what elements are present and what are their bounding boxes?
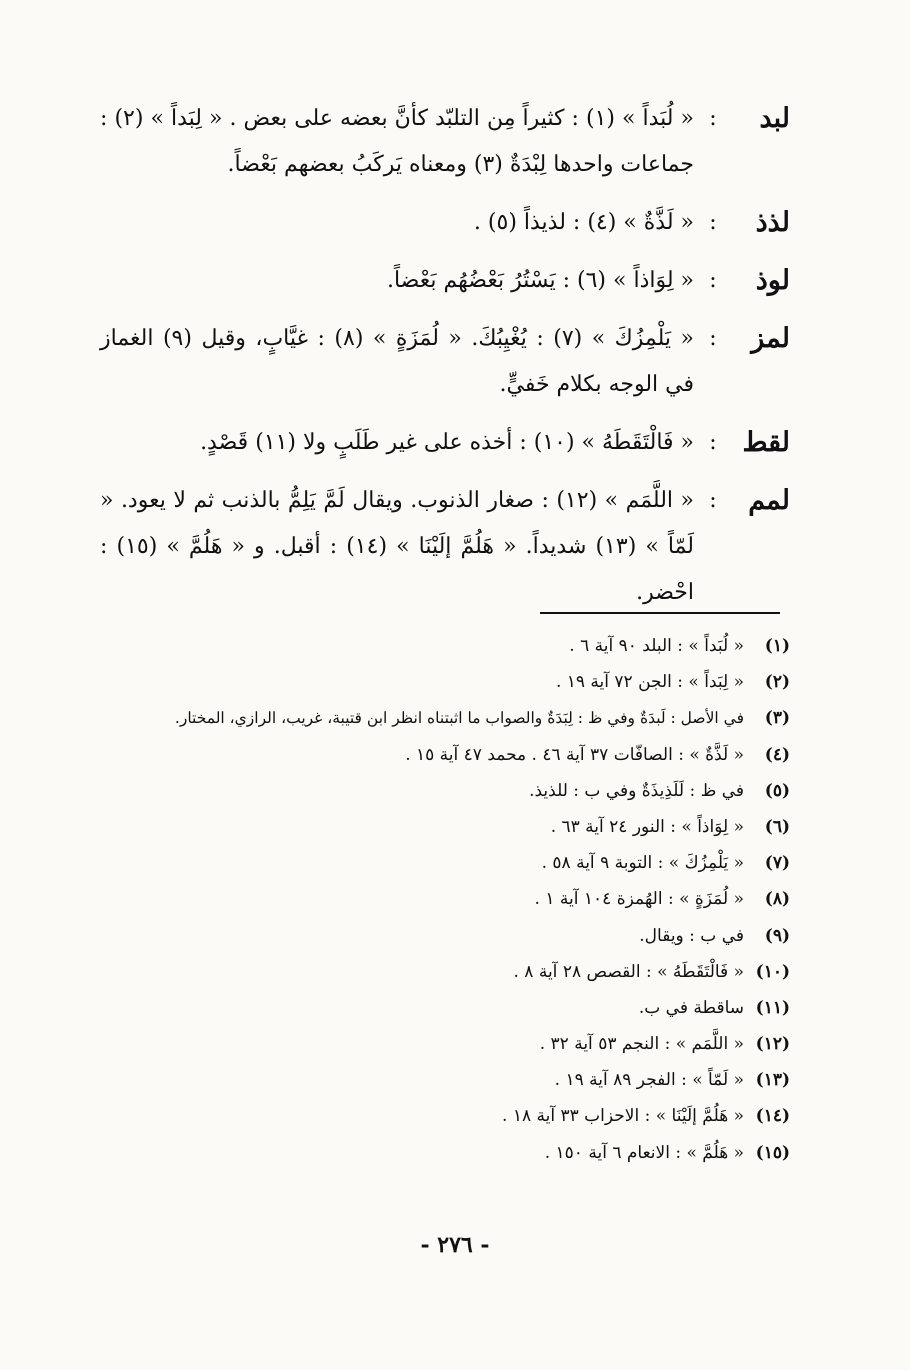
footnote-text: « لَمّاً » : الفجر ٨٩ آية ١٩ . bbox=[554, 1070, 744, 1091]
footnote-number: (٧) bbox=[764, 853, 790, 874]
footnote-item bbox=[110, 700, 790, 736]
footnote-text: « لَذَّةٌ » : الصافّات ٣٧ آية ٤٦ . محمد ٤٧ آية ١٥ . bbox=[405, 744, 744, 765]
footnote-number: (٩) bbox=[764, 925, 790, 946]
definition: « لَذَّةٌ » (٤) : لذيذاً (٥) . bbox=[473, 210, 694, 235]
definition: « لِوَاذاً » (٦) : يَسْتُرُ بَعْضُهُم بَعْضاً. bbox=[386, 268, 694, 293]
footnote-item bbox=[110, 628, 790, 664]
headword: لمز bbox=[751, 323, 790, 354]
footnote-number: (٥) bbox=[764, 780, 790, 801]
footnote-item bbox=[110, 990, 790, 1026]
dictionary-entries bbox=[100, 96, 790, 628]
footnote-text: « هَلُمَّ » : الانعام ٦ آية ١٥٠ . bbox=[544, 1142, 744, 1163]
footnote-item bbox=[110, 809, 790, 845]
footnote-number: (١) bbox=[764, 636, 790, 656]
footnote-number: (٣) bbox=[764, 708, 790, 729]
footnote-number: (١٣) bbox=[755, 1070, 790, 1091]
footnote-text: في ظ : لَلَذِيذَةٌ وفي ب : للذيذ. bbox=[529, 780, 744, 801]
headword: لبد bbox=[759, 103, 790, 134]
footnote-text: « اللَّمَم » : النجم ٥٣ آية ٣٢ . bbox=[539, 1034, 744, 1055]
definition: « اللَّمَم » (١٢) : صغار الذنوب. ويقال لَمَّ يَلِمُّ بالذنب ثم لا يعود. « لَمّاً » (١٣) شديداً. « هَلُمَّ إلَيْنَا » (١٤) : أقبل. و « هَلُمَّ » (١٥) : احْضر. bbox=[100, 488, 694, 605]
footnote-text: « هَلُمَّ إلَيْنَا » : الاحزاب ٣٣ آية ١٨ . bbox=[502, 1106, 744, 1127]
footnote-text: ساقطة في ب. bbox=[638, 997, 744, 1018]
footnote-text: « فَالْتَقَطَهُ » : القصص ٢٨ آية ٨ . bbox=[513, 961, 744, 982]
footnote-item bbox=[110, 1135, 790, 1171]
definition: « فَالْتَقَطَهُ » (١٠) : أخذه على غير طَلَبٍ ولا (١١) قَصْدٍ. bbox=[200, 430, 694, 455]
entry-lmz: لمز : « يَلْمِزُكَ » (٧) : يُغْيِبُكَ. « لُمَزَةٍ » (٨) : غيَّابٍ، وقيل (٩) الغماز في الوجه بكلام خَفيٍّ. bbox=[100, 316, 790, 408]
footnote-text: « يَلْمِزُكَ » : التوبة ٩ آية ٥٨ . bbox=[541, 853, 744, 874]
definition: « لُبَداً » (١) : كثيراً مِن التلبّد كأنَّ بعضه على بعض . « لِبَداً » (٢) : جماعات واحدها لِبْدَةٌ (٣) ومعناه يَركَبُ بعضهم بَعْضاً. bbox=[100, 106, 694, 177]
footnote-number: (٨) bbox=[764, 889, 790, 910]
headword: لمم bbox=[748, 485, 790, 516]
page-number: - ٢٧٦ - bbox=[420, 1232, 490, 1258]
headword: لذذ bbox=[755, 207, 790, 238]
footnote-text: « لُبَداً » : البلد ٩٠ آية ٦ . bbox=[569, 636, 744, 656]
footnote-item bbox=[110, 664, 790, 700]
entry-lmm: لمم : « اللَّمَم » (١٢) : صغار الذنوب. ويقال لَمَّ يَلِمُّ بالذنب ثم لا يعود. « لَمّاً » (١٣) شديداً. « هَلُمَّ إلَيْنَا » (١٤) : أقبل. و « هَلُمَّ » (١٥) : احْضر. bbox=[100, 478, 790, 616]
entry-lqt: لقط : « فَالْتَقَطَهُ » (١٠) : أخذه على غير طَلَبٍ ولا (١١) قَصْدٍ. bbox=[100, 420, 790, 466]
footnote-number: (٢) bbox=[764, 672, 790, 693]
footnote-number: (١٢) bbox=[755, 1034, 790, 1055]
footnote-text: في ب : ويقال. bbox=[639, 925, 744, 946]
footnote-text: في الأصل : لَبدَةٌ وفي ظ : لِبَدَةٌ والصواب ما اثبتناه انظر ابن قتيبة، غريب، الرازي، المختار. bbox=[174, 709, 744, 728]
headword: لقط bbox=[742, 427, 790, 458]
footnote-text: « لِبَداً » : الجن ٧٢ آية ١٩ . bbox=[555, 672, 744, 693]
footnote-number: (٦) bbox=[764, 816, 790, 837]
footnote-item bbox=[110, 737, 790, 773]
footnote-text: « لُمَزَةٍ » : الهُمزة ١٠٤ آية ١ . bbox=[534, 889, 744, 910]
footnote-number: (١٠) bbox=[755, 961, 790, 982]
entry-lwdh: لوذ : « لِوَاذاً » (٦) : يَسْتُرُ بَعْضُهُم بَعْضاً. bbox=[100, 258, 790, 304]
definition: « يَلْمِزُكَ » (٧) : يُغْيِبُكَ. « لُمَزَةٍ » (٨) : غيَّابٍ، وقيل (٩) الغماز في الوجه بكلام خَفيٍّ. bbox=[100, 326, 694, 397]
footnote-number: (١٤) bbox=[755, 1106, 790, 1127]
footnote-number: (١٥) bbox=[755, 1142, 790, 1163]
footnote-item bbox=[110, 954, 790, 990]
entry-lbd: لبد : « لُبَداً » (١) : كثيراً مِن التلبّد كأنَّ بعضه على بعض . « لِبَداً » (٢) : جماعات واحدها لِبْدَةٌ (٣) ومعناه يَركَبُ بعضهم بَعْضاً. bbox=[100, 96, 790, 188]
footnote-number: (٤) bbox=[764, 744, 790, 765]
footnote-item bbox=[110, 1062, 790, 1098]
entry-ldhdh: لذذ : « لَذَّةٌ » (٤) : لذيذاً (٥) . bbox=[100, 200, 790, 246]
footnote-item bbox=[110, 1026, 790, 1062]
footnote-item bbox=[110, 881, 790, 917]
footnote-text: « لِوَاذاً » : النور ٢٤ آية ٦٣ . bbox=[550, 816, 744, 837]
footnote-separator bbox=[540, 612, 780, 614]
footnote-item bbox=[110, 845, 790, 881]
footnotes-list bbox=[110, 628, 790, 1171]
footnote-number: (١١) bbox=[755, 997, 790, 1018]
footnote-item bbox=[110, 1098, 790, 1134]
footnote-item bbox=[110, 918, 790, 954]
footnote-item bbox=[110, 773, 790, 809]
headword: لوذ bbox=[755, 265, 790, 296]
